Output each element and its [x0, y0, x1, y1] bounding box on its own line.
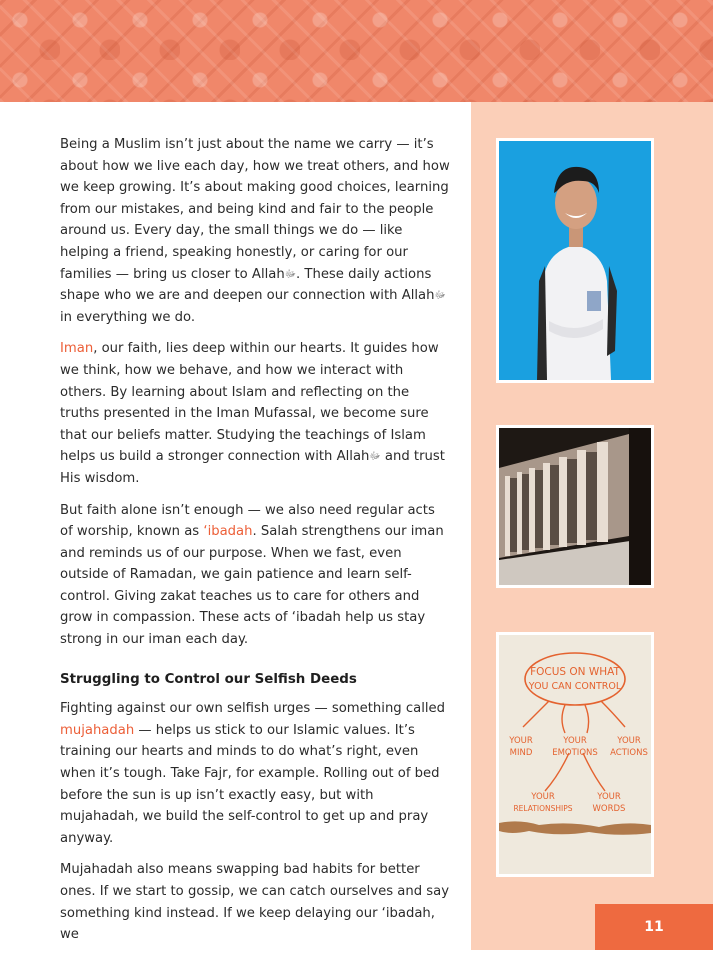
- label-your-actions-2: ACTIONS: [610, 748, 648, 758]
- section-heading: Struggling to Control our Selfish Deeds: [60, 671, 357, 687]
- term-iman: Iman: [60, 341, 94, 357]
- honorific-glyph: ﷻ: [434, 290, 446, 302]
- illustration-title-line2: YOU CAN CONTROL: [528, 681, 622, 692]
- colonnade-image: [499, 428, 651, 585]
- body-text: [60, 134, 450, 956]
- student-image: [499, 141, 651, 380]
- paragraph-2: Iman, our faith, lies deep within our hearts. It guides how we think, how we behave, and how we interact with others. By learning about Islam and reflecting on the truths presented in the Iman Mufassal, we become sure that our beliefs matter. Studying the teachings of Islam helps us build a stronger connection with Allahﷻ and trust His wisdom.: [60, 341, 445, 486]
- label-your-actions-1: YOUR: [617, 736, 641, 746]
- label-your-words-2: WORDS: [592, 804, 626, 814]
- term-mujahadah: mujahadah: [60, 722, 135, 738]
- page-number: 11: [595, 904, 713, 950]
- term-ibadah: ‘ibadah: [203, 524, 253, 540]
- label-your-mind-2: MIND: [509, 748, 533, 758]
- focus-illustration: [496, 632, 654, 877]
- focus-diagram: [499, 635, 651, 874]
- label-your-emotions-2: EMOTIONS: [552, 748, 598, 758]
- label-your-relationships-2: RELATIONSHIPS: [513, 804, 573, 813]
- paragraph-1: Being a Muslim isn’t just about the name we carry — it’s about how we live each day, how we treat others, and how we keep growing. It’s about making good choices, learning from our mistakes, and being kind and fair to the people around us. Every day, the small things we do — like helping a friend, speaking honestly, or caring for our families — bring us closer to Allahﷻ. These daily actions shape who we are and deepen our connection with Allahﷻ in everything we do.: [60, 137, 450, 325]
- honorific-glyph: ﷻ: [369, 451, 381, 463]
- label-your-words-1: YOUR: [597, 792, 621, 802]
- illustration-title-line1: FOCUS ON WHAT: [530, 666, 620, 678]
- paragraph-5: Mujahadah also means swapping bad habits for better ones. If we start to gossip, we can catch ourselves and say something kind instead. If we keep delaying our ‘ibadah, we: [60, 862, 450, 943]
- decorative-banner: [0, 0, 713, 102]
- student-photo: [496, 138, 654, 383]
- label-your-mind-1: YOUR: [509, 736, 533, 746]
- label-your-relationships-1: YOUR: [531, 792, 555, 802]
- label-your-emotions-1: YOUR: [563, 736, 587, 746]
- paragraph-3: But faith alone isn’t enough — we also need regular acts of worship, known as ‘ibadah. Salah strengthens our iman and reminds us of our purpose. When we fast, even outside of Ramadan, we gain patience and learn self-control. Giving zakat teaches us to care for others and grow in compassion. These acts of ‘ibadah help us stay strong in our iman each day.: [60, 502, 444, 648]
- paragraph-4: Fighting against our own selfish urges — something called mujahadah — helps us stick to our Islamic values. It’s training our hearts and minds to do what’s right, even when it’s tough. Take Fajr, for example. Rolling out of bed before the sun is up isn’t exactly easy, but with mujahadah, we build the self-control to get up and pray anyway.: [60, 701, 446, 846]
- colonnade-photo: [496, 425, 654, 588]
- honorific-glyph: ﷻ: [284, 268, 297, 280]
